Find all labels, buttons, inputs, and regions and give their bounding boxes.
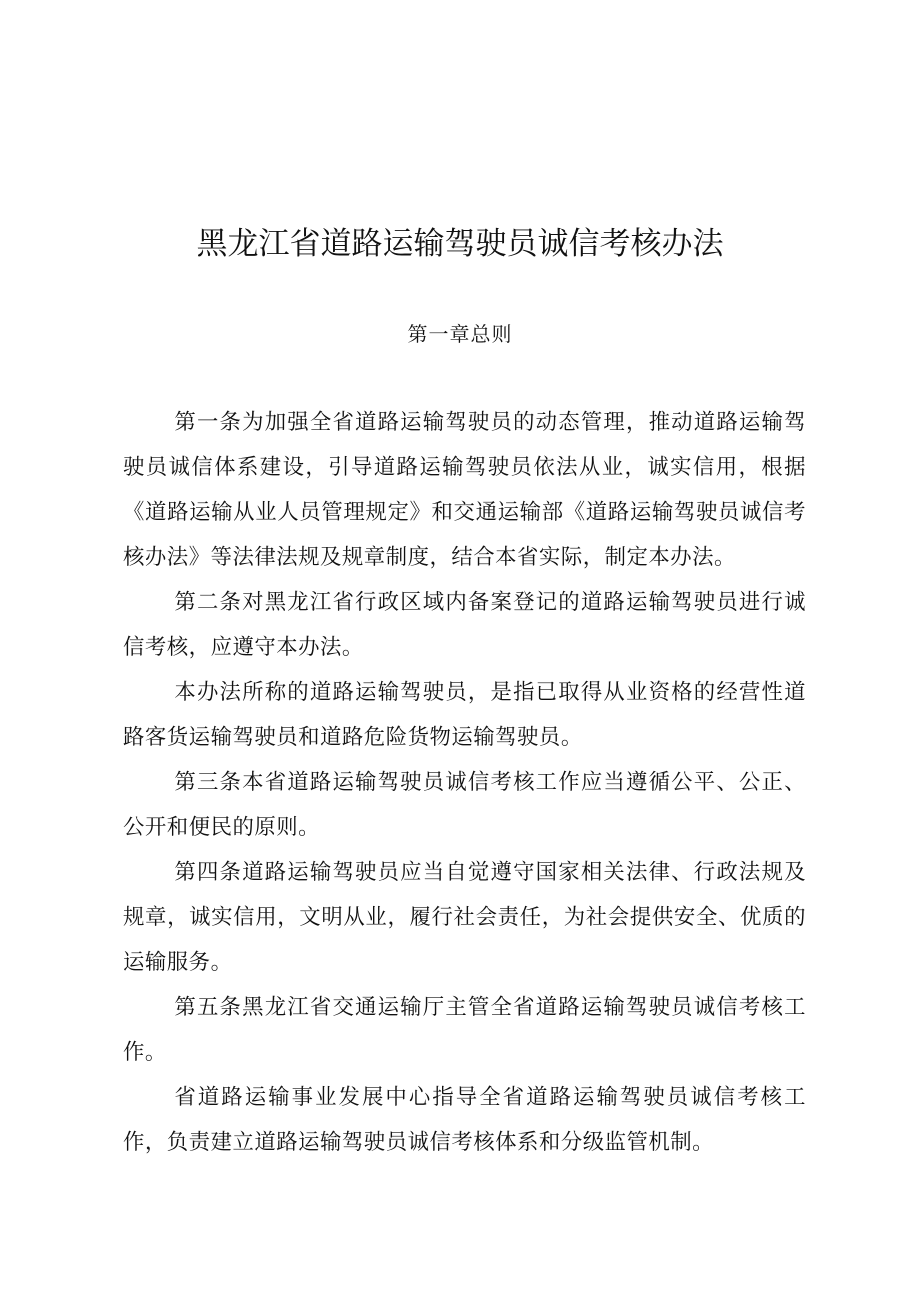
paragraph-article-2: 第二条对黑龙江省行政区域内备案登记的道路运输驾驶员进行诚信考核，应遵守本办法。	[123, 590, 806, 660]
paragraph-center-duties: 省道路运输事业发展中心指导全省道路运输驾驶员诚信考核工作，负责建立道路运输驾驶员诚信考核体系和分级监管机制。	[123, 1085, 806, 1155]
document-body	[123, 400, 806, 1165]
paragraph-definition: 本办法所称的道路运输驾驶员，是指已取得从业资格的经营性道路客货运输驾驶员和道路危险货物运输驾驶员。	[123, 680, 806, 750]
chapter-heading: 第一章总则	[407, 322, 513, 346]
paragraph-article-5: 第五条黑龙江省交通运输厅主管全省道路运输驾驶员诚信考核工作。	[123, 995, 806, 1065]
paragraph-article-4: 第四条道路运输驾驶员应当自觉遵守国家相关法律、行政法规及规章，诚实信用，文明从业，履行社会责任，为社会提供安全、优质的运输服务。	[123, 860, 806, 975]
paragraph-article-1: 第一条为加强全省道路运输驾驶员的动态管理，推动道路运输驾驶员诚信体系建设，引导道路运输驾驶员依法从业，诚实信用，根据《道路运输从业人员管理规定》和交通运输部《道路运输驾驶员诚信考核办法》等法律法规及规章制度，结合本省实际，制定本办法。	[123, 410, 806, 570]
paragraph-article-3: 第三条本省道路运输驾驶员诚信考核工作应当遵循公平、公正、公开和便民的原则。	[123, 770, 806, 840]
document-title: 黑龙江省道路运输驾驶员诚信考核办法	[196, 226, 724, 262]
